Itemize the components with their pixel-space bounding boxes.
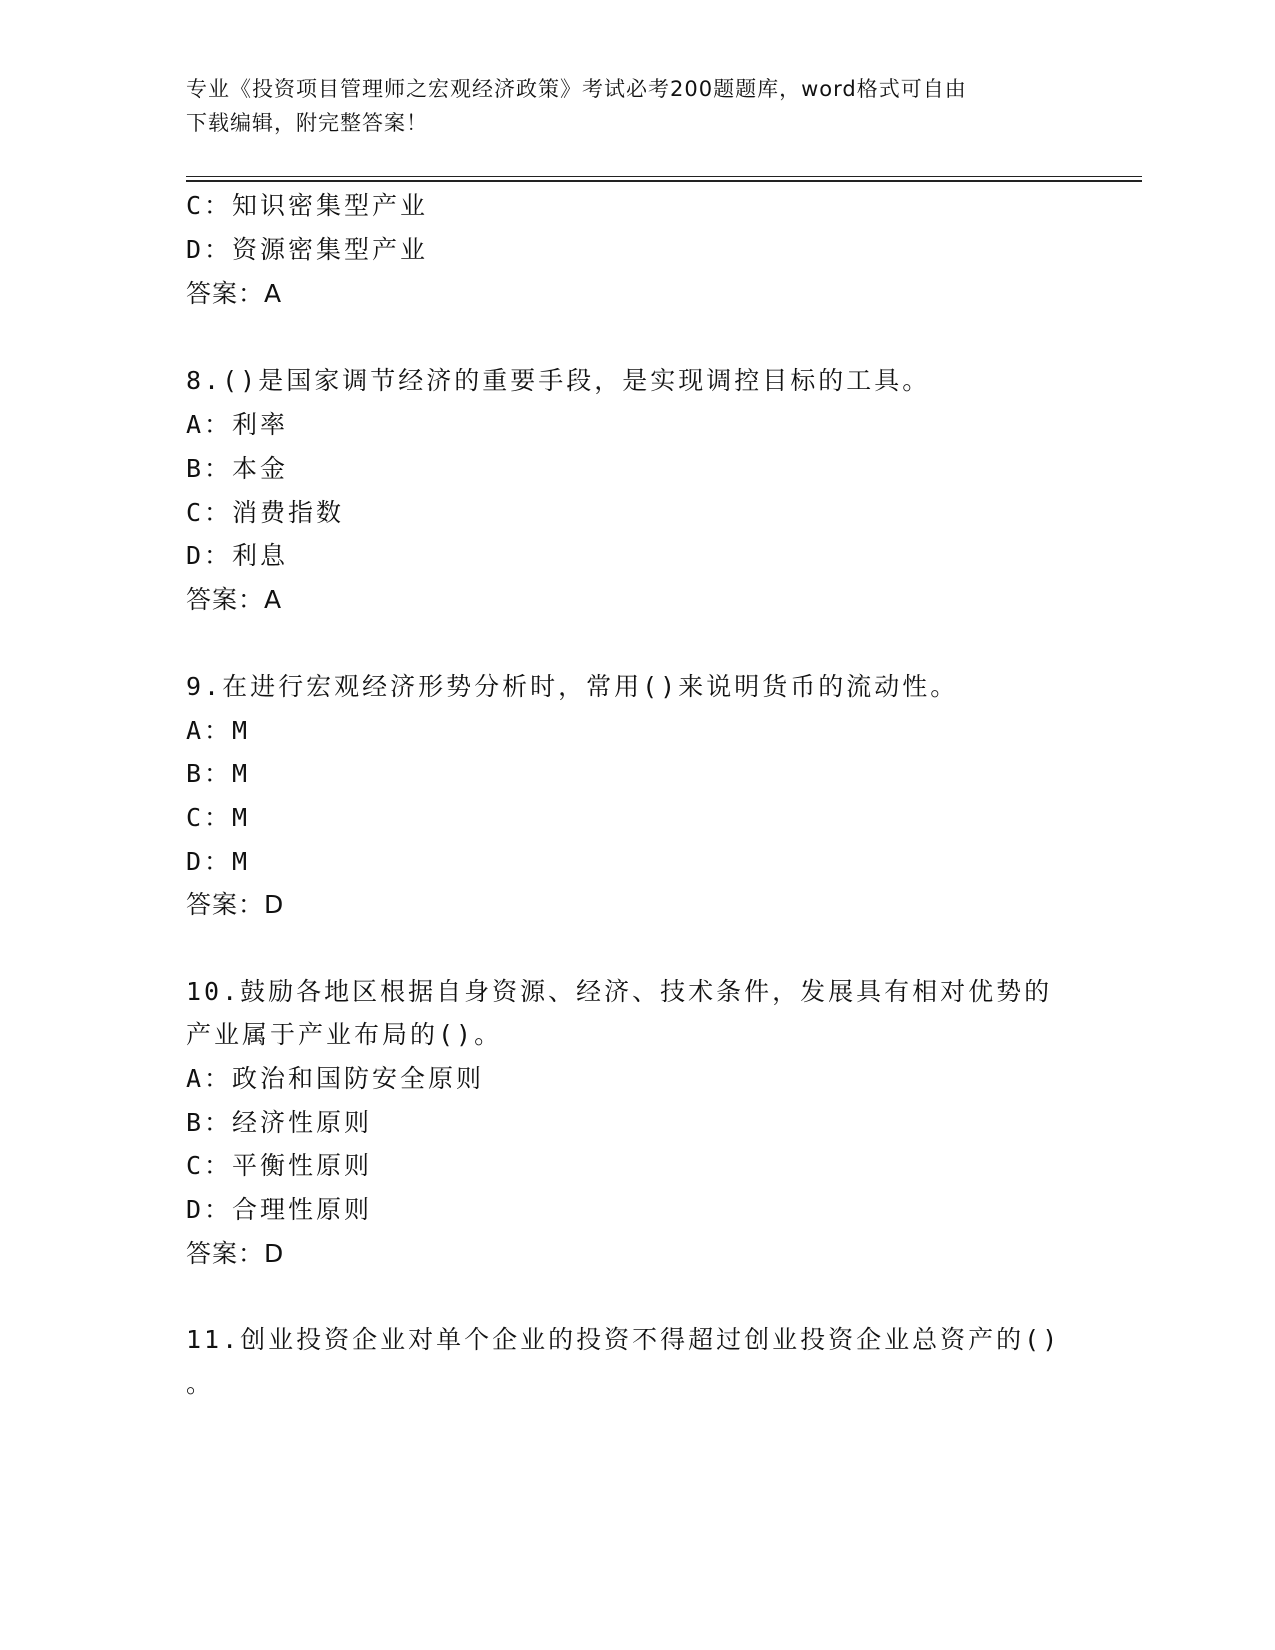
- q9-option-a: A：M: [186, 716, 251, 745]
- q8-option-b: B：本金: [186, 454, 289, 483]
- title-line-1: 专业《投资项目管理师之宏观经济政策》考试必考200题题库，word格式可自由: [186, 77, 967, 101]
- q11-question-line-1: 11.创业投资企业对单个企业的投资不得超过创业投资企业总资产的(): [186, 1325, 1061, 1354]
- q9-option-c: C：M: [186, 803, 251, 832]
- header-rule-thick: [186, 180, 1142, 182]
- title-line-2: 下载编辑，附完整答案！: [186, 111, 428, 135]
- q8-question: 8.()是国家调节经济的重要手段，是实现调控目标的工具。: [186, 366, 931, 395]
- q9-option-d: D：M: [186, 847, 251, 876]
- q10-option-a: A：政治和国防安全原则: [186, 1064, 485, 1093]
- q7-option-d: D：资源密集型产业: [186, 235, 429, 264]
- q9-question: 9.在进行宏观经济形势分析时，常用()来说明货币的流动性。: [186, 672, 959, 701]
- q7-answer: 答案：A: [186, 279, 283, 308]
- header-rule-thin: [186, 176, 1142, 177]
- q10-option-c: C：平衡性原则: [186, 1151, 373, 1180]
- q10-question-line-1: 10.鼓励各地区根据自身资源、经济、技术条件，发展具有相对优势的: [186, 977, 1053, 1006]
- q8-option-a: A：利率: [186, 410, 289, 439]
- q8-answer: 答案：A: [186, 585, 283, 614]
- q9-answer: 答案：D: [186, 890, 285, 919]
- q10-option-d: D：合理性原则: [186, 1195, 373, 1224]
- document-title: [186, 72, 1086, 140]
- q8-option-c: C：消费指数: [186, 498, 345, 527]
- q11-question-line-2: 。: [186, 1369, 215, 1398]
- q10-question-line-2: 产业属于产业布局的()。: [186, 1020, 503, 1049]
- q9-option-b: B：M: [186, 759, 251, 788]
- q7-option-c: C：知识密集型产业: [186, 191, 429, 220]
- q8-option-d: D：利息: [186, 541, 289, 570]
- q10-option-b: B：经济性原则: [186, 1108, 373, 1137]
- q10-answer: 答案：D: [186, 1239, 285, 1268]
